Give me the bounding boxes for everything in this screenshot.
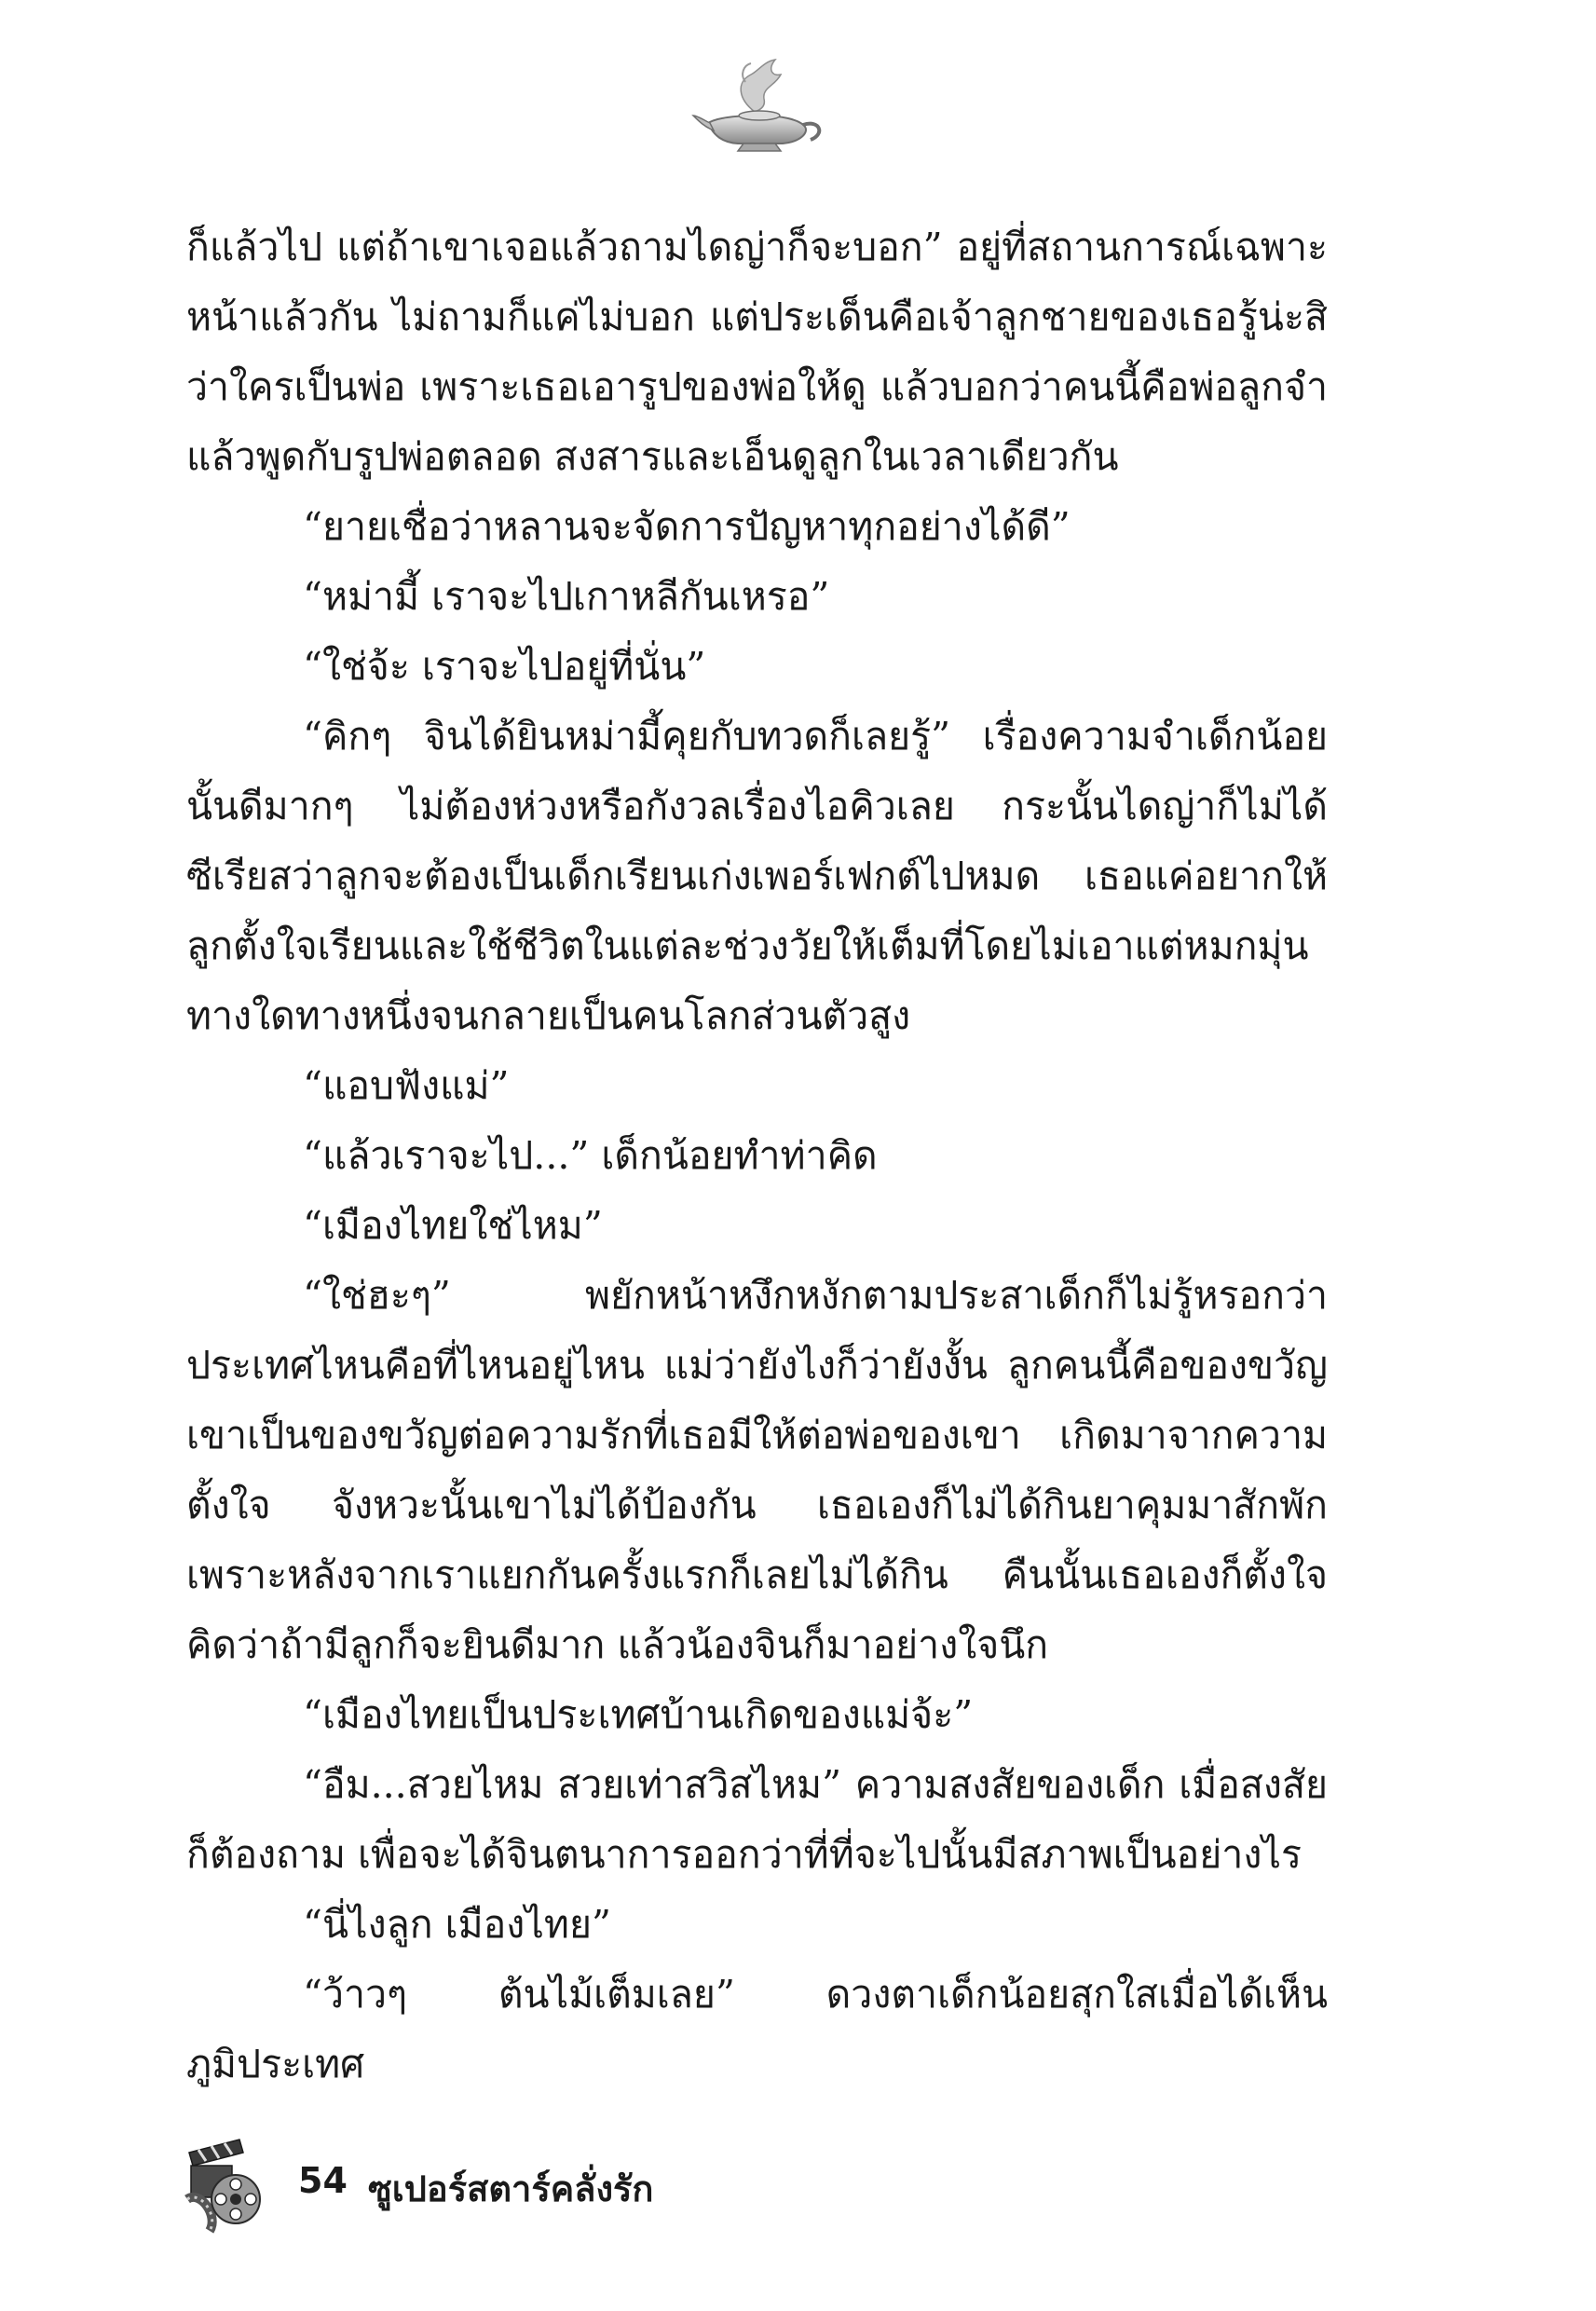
film-reel-icon bbox=[182, 2134, 266, 2236]
paragraph: “นี่ไงลูก เมืองไทย” bbox=[303, 1902, 611, 1947]
page-text bbox=[186, 212, 1328, 2099]
paragraph: “แล้วเราจะไป...” เด็กน้อยทำท่าคิด bbox=[303, 1133, 878, 1178]
paragraph: “ใช่จ้ะ เราจะไปอยู่ที่นั่น” bbox=[303, 644, 706, 689]
paragraph: ก็แล้วไป แต่ถ้าเขาเจอแล้วถามไดญ่าก็จะบอก” อยู่ที่สถานการณ์เฉพาะหน้าแล้วกัน ไม่ถามก็แค่ไม่บอก แต่ประเด็นคือเจ้าลูกชายของเธอรู้น่ะสิว่าใครเป็นพ่อ เพราะเธอเอารูปของพ่อให้ดู แล้วบอกว่าคนนี้คือพ่อลูกจำแล้วพูดกับรูปพ่อตลอด สงสารและเอ็นดูลูกในเวลาเดียวกัน bbox=[186, 225, 1328, 479]
paragraph: “คิกๆ จินได้ยินหม่ามี้คุยกับทวดก็เลยรู้” เรื่องความจำเด็กน้อยนั้นดีมากๆ ไม่ต้องห่วงหรือกังวลเรื่องไอคิวเลย กระนั้นไดญ่าก็ไม่ได้ซีเรียสว่าลูกจะต้องเป็นเด็กเรียนเก่งเพอร์เฟกต์ไปหมด เธอแค่อยากให้ลูกตั้งใจเรียนและใช้ชีวิตในแต่ละช่วงวัยให้เต็มที่โดยไม่เอาแต่หมกมุ่นทางใดทางหนึ่งจนกลายเป็นคนโลกส่วนตัวสูง bbox=[186, 714, 1328, 1038]
page-footer bbox=[182, 2134, 1020, 2236]
paragraph: “ว้าวๆ ต้นไม้เต็มเลย” ดวงตาเด็กน้อยสุกใสเมื่อได้เห็นภูมิประเทศ bbox=[186, 1972, 1328, 2086]
paragraph: “เมืองไทยใช่ไหม” bbox=[303, 1203, 603, 1248]
paragraph: “เมืองไทยเป็นประเทศบ้านเกิดของแม่จ้ะ” bbox=[303, 1692, 974, 1737]
paragraph: “ยายเชื่อว่าหลานจะจัดการปัญหาทุกอย่างได้ดี” bbox=[303, 504, 1071, 549]
magic-lamp-icon bbox=[689, 54, 829, 157]
paragraph: “อืม...สวยไหม สวยเท่าสวิสไหม” ความสงสัยของเด็ก เมื่อสงสัยก็ต้องถาม เพื่อจะได้จินตนาการออกว่าที่ที่จะไปนั้นมีสภาพเป็นอย่างไร bbox=[186, 1762, 1328, 1877]
page-number: 54 bbox=[298, 2160, 348, 2201]
paragraph: “แอบฟังแม่” bbox=[303, 1063, 510, 1108]
book-title: ซูเปอร์สตาร์คลั่งรัก bbox=[368, 2168, 654, 2209]
paragraph: “ใช่ฮะๆ” พยักหน้าหงึกหงักตามประสาเด็กก็ไม่รู้หรอกว่าประเทศไหนคือที่ไหนอยู่ไหน แม่ว่ายังไงก็ว่ายังงั้น ลูกคนนี้คือของขวัญเขาเป็นของขวัญต่อความรักที่เธอมีให้ต่อพ่อของเขา เกิดมาจากความตั้งใจ จังหวะนั้นเขาไม่ได้ป้องกัน เธอเองก็ไม่ได้กินยาคุมมาสักพักเพราะหลังจากเราแยกกันครั้งแรกก็เลยไม่ได้กิน คืนนั้นเธอเองก็ตั้งใจคิดว่าถ้ามีลูกก็จะยินดีมาก แล้วน้องจินก็มาอย่างใจนึก bbox=[186, 1273, 1328, 1667]
paragraph: “หม่ามี้ เราจะไปเกาหลีกันเหรอ” bbox=[303, 574, 830, 619]
